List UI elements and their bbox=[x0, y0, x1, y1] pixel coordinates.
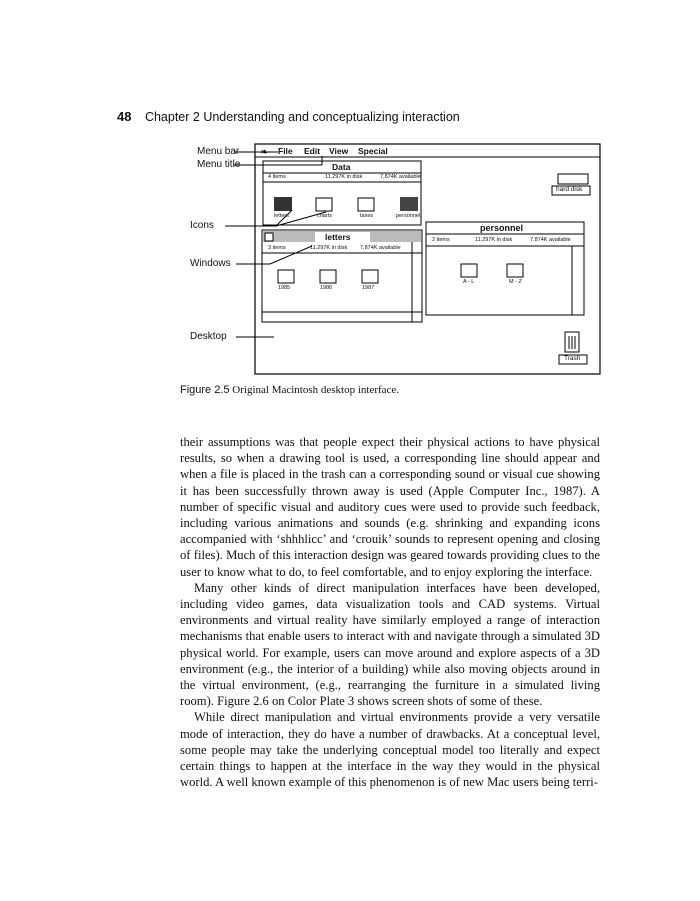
personnel-window-items: 2 items bbox=[432, 237, 450, 243]
data-window-in-disk: 11,297K in disk bbox=[325, 174, 363, 180]
data-window-items: 4 items bbox=[268, 174, 286, 180]
icon-label-personnel: personnel bbox=[396, 213, 421, 219]
callout-icons: Icons bbox=[190, 220, 214, 231]
callout-desktop: Desktop bbox=[190, 331, 227, 342]
icon-label-taxes: taxes bbox=[360, 213, 374, 219]
personnel-window-available: 7,874K available bbox=[530, 237, 571, 243]
caption-label: Figure 2.5 bbox=[180, 384, 230, 396]
paragraph-3: While direct manipulation and virtual environments provide a very versatile mode of interaction, they do have a number of drawbacks. At a conceptual level, some people may take the underlying conceptual model too literally and expect certain things to happen at the interface in the way they would in the physical world. A well known example of this phenomenon is of new Mac users being terri- bbox=[180, 710, 600, 790]
personnel-window-title: personnel bbox=[480, 223, 524, 233]
icon-label-1986: 1986 bbox=[320, 285, 333, 291]
data-window-available: 7,874K available bbox=[380, 174, 421, 180]
icon-label-letters: letters bbox=[274, 213, 289, 219]
callout-menu-bar: Menu bar bbox=[197, 146, 240, 157]
letters-close-box bbox=[265, 233, 273, 241]
caption-text: Original Macintosh desktop interface. bbox=[232, 384, 400, 396]
letters-window-title: letters bbox=[325, 232, 351, 242]
letters-window-available: 7,874K available bbox=[360, 245, 401, 251]
apple-icon: ❧ bbox=[260, 147, 269, 158]
data-window-title: Data bbox=[332, 162, 351, 172]
menu-special: Special bbox=[358, 146, 388, 156]
figure-mac-desktop bbox=[180, 140, 620, 380]
icon-label-charts: charts bbox=[317, 213, 332, 219]
menu-edit: Edit bbox=[304, 146, 321, 156]
paragraph-1: their assumptions was that people expect their physical actions to have physical results, so when a drawing tool is used, a corresponding line should appear and when a file is placed in the trash can a corresponding sound or visual cue showing it has been successfully thrown away is used (Apple Computer Inc., 1987). A number of specific visual and auditory cues were used to provide such feedback, including various animations and sounds (e.g. shrinking and expanding icons accompanied with ‘shhhlicc’ and ‘crouik’ sounds to represent opening and closing of files). Much of this interaction design was geared towards providing clues to the user to know what to do, to feel comfortable, and to enjoy exploring the interface. bbox=[180, 435, 600, 579]
personnel-window bbox=[426, 222, 584, 315]
letters-window bbox=[262, 230, 422, 322]
hard-disk-icon bbox=[558, 174, 588, 184]
trash-label: Trash bbox=[564, 355, 581, 362]
personnel-window-in-disk: 11,297K in disk bbox=[475, 237, 513, 243]
icon-label-1985: 1985 bbox=[278, 285, 291, 291]
icon-label-1987: 1987 bbox=[362, 285, 375, 291]
running-header bbox=[117, 109, 460, 124]
callout-menu-title: Menu title bbox=[197, 159, 241, 170]
page-number: 48 bbox=[117, 109, 132, 124]
paragraph-2: Many other kinds of direct manipulation interfaces have been developed, including video games, data visualization tools and CAD systems. Virtual environments and virtual reality have similarly employed a range of interaction mechanisms that enable users to interact with and navigate through a simulated 3D physical world. For example, users can move around and explore aspects of a 3D environment (e.g., the interior of a building) while also moving objects around in the virtual environment, (e.g., rearranging the furniture in a simulated living room). Figure 2.6 on Color Plate 3 shows screen shots of some of these. bbox=[180, 580, 600, 709]
letters-folder-icon bbox=[274, 197, 292, 211]
running-title: Chapter 2 Understanding and conceptualizing interaction bbox=[144, 110, 460, 124]
callout-windows: Windows bbox=[190, 258, 231, 269]
figure-caption bbox=[180, 384, 399, 396]
icon-label-a-l: A - L bbox=[463, 279, 475, 285]
menu-file: File bbox=[278, 146, 293, 156]
personnel-folder-icon bbox=[400, 197, 418, 211]
letters-window-items: 3 items bbox=[268, 245, 286, 251]
hard-disk-label: hard disk bbox=[556, 186, 583, 193]
letters-window-in-disk: 11,297K in disk bbox=[310, 245, 348, 251]
menu-view: View bbox=[329, 146, 349, 156]
icon-label-m-z: M - Z bbox=[509, 279, 522, 285]
body-text bbox=[180, 434, 600, 790]
